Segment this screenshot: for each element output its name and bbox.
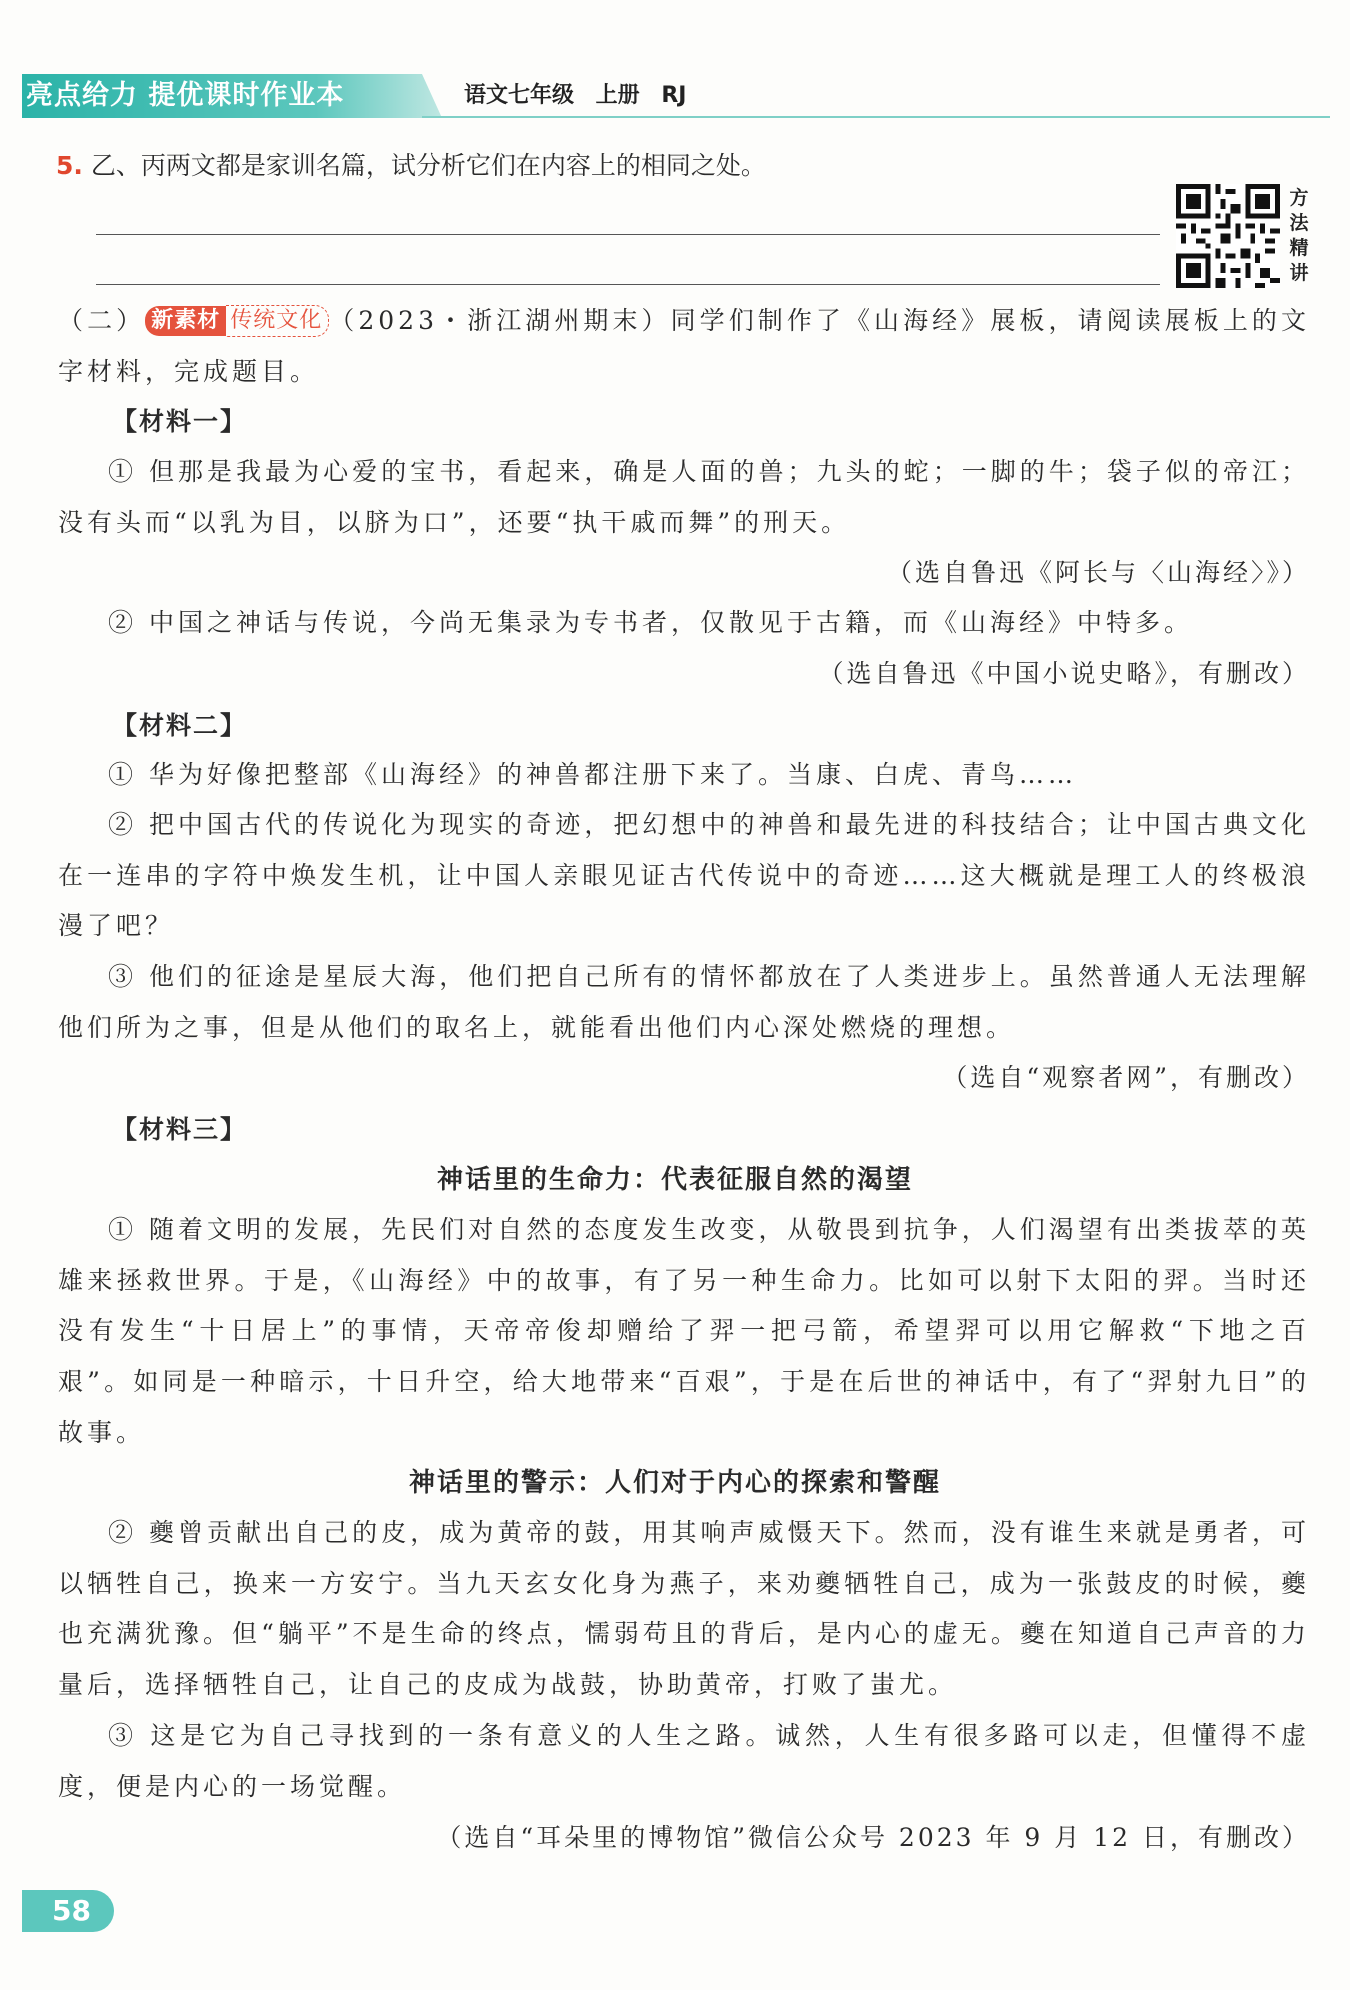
material-1-source-2: （选自鲁迅《中国小说史略》，有删改） — [818, 659, 1310, 688]
section-intro-text: （2023・浙江湖州期末）同学们制作了《山海经》展板，请阅读展板上的文字材料，完成题目。 — [58, 306, 1310, 386]
material-1-para-2: ② 中国之神话与传说，今尚无集录为专书者，仅散见于古籍，而《山海经》中特多。 — [108, 608, 1193, 637]
material-3-para-2: ② 夔曾贡献出自己的皮，成为黄帝的鼓，用其响声威慑天下。然而，没有谁生来就是勇者，可以牺牲自己，换来一方安宁。当九天玄女化身为燕子，来劝夔牺牲自己，成为一张鼓皮的时候，夔也充满犹豫。但“躺平”不是生命的终点，懦弱苟且的背后，是内心的虚无。夔在知道自己声音的力量后，选择牺牲自己，让自己的皮成为战鼓，协助黄帝，打败了蚩尤。 — [58, 1518, 1310, 1700]
material-3-source: （选自“耳朵里的博物馆”微信公众号 2023 年 9 月 12 日，有删改） — [436, 1823, 1310, 1852]
material-2-title: 【材料二】 — [112, 711, 248, 740]
material-1-source-1: （选自鲁迅《阿长与〈山海经〉》） — [886, 558, 1310, 587]
qr-label: 方法精讲 — [1289, 187, 1309, 284]
section-index: （二） — [58, 306, 146, 335]
material-3-subtitle-2: 神话里的警示：人们对于内心的探索和警醒 — [408, 1468, 941, 1498]
answer-line-2[interactable] — [96, 284, 1160, 285]
question-5 — [56, 148, 766, 184]
subject-info: 语文七年级 上册 RJ — [464, 83, 687, 108]
material-1-title: 【材料一】 — [112, 407, 248, 436]
qr-code-icon[interactable] — [1176, 184, 1280, 288]
material-2-para-1: ① 华为好像把整部《山海经》的神兽都注册下来了。当康、白虎、青鸟…… — [108, 760, 1077, 789]
tag-new-material: 新素材 — [145, 306, 226, 336]
material-3-subtitle-1: 神话里的生命力：代表征服自然的渴望 — [436, 1165, 913, 1195]
page-header — [22, 74, 1330, 118]
material-2-para-3: ③ 他们的征途是星辰大海，他们把自己所有的情怀都放在了人类进步上。虽然普通人无法理解他们所为之事，但是从他们的取名上，就能看出他们内心深处燃烧的理想。 — [58, 962, 1310, 1042]
material-1-para-1: ① 但那是我最为心爱的宝书，看起来，确是人面的兽；九头的蛇；一脚的牛；袋子似的帝江；没有头而“以乳为目，以脐为口”，还要“执干戚而舞”的刑天。 — [58, 457, 1310, 537]
material-3-title: 【材料三】 — [112, 1115, 248, 1144]
brand-title: 亮点给力 提优课时作业本 — [26, 80, 345, 111]
answer-line-1[interactable] — [96, 234, 1160, 235]
material-3-para-1: ① 随着文明的发展，先民们对自然的态度发生改变，从敬畏到抗争，人们渴望有出类拔萃的英雄来拯救世界。于是，《山海经》中的故事，有了另一种生命力。比如可以射下太阳的羿。当时还没有发生“十日居上”的事情，天帝帝俊却赠给了羿一把弓箭，希望羿可以用它解救“下地之百艰”。如同是一种暗示，十日升空，给大地带来“百艰”，于是在后世的神话中，有了“羿射九日”的故事。 — [58, 1215, 1310, 1447]
section-2-intro — [58, 296, 1310, 397]
question-number: 5. — [56, 151, 83, 180]
material-2-para-2: ② 把中国古代的传说化为现实的奇迹，把幻想中的神兽和最先进的科技结合；让中国古典文化在一连串的字符中焕发生机，让中国人亲眼见证古代传说中的奇迹……这大概就是理工人的终极浪漫了吧？ — [58, 810, 1310, 941]
question-text: 乙、丙两文都是家训名篇，试分析它们在内容上的相同之处。 — [90, 151, 766, 180]
page-number: 58 — [52, 1894, 91, 1927]
header-rule — [422, 116, 1330, 118]
tag-traditional-culture: 传统文化 — [226, 305, 329, 337]
material-2-source: （选自“观察者网”，有删改） — [942, 1063, 1310, 1092]
material-3-para-3: ③ 这是它为自己寻找到的一条有意义的人生之路。诚然，人生有很多路可以走，但懂得不虚度，便是内心的一场觉醒。 — [58, 1721, 1310, 1801]
